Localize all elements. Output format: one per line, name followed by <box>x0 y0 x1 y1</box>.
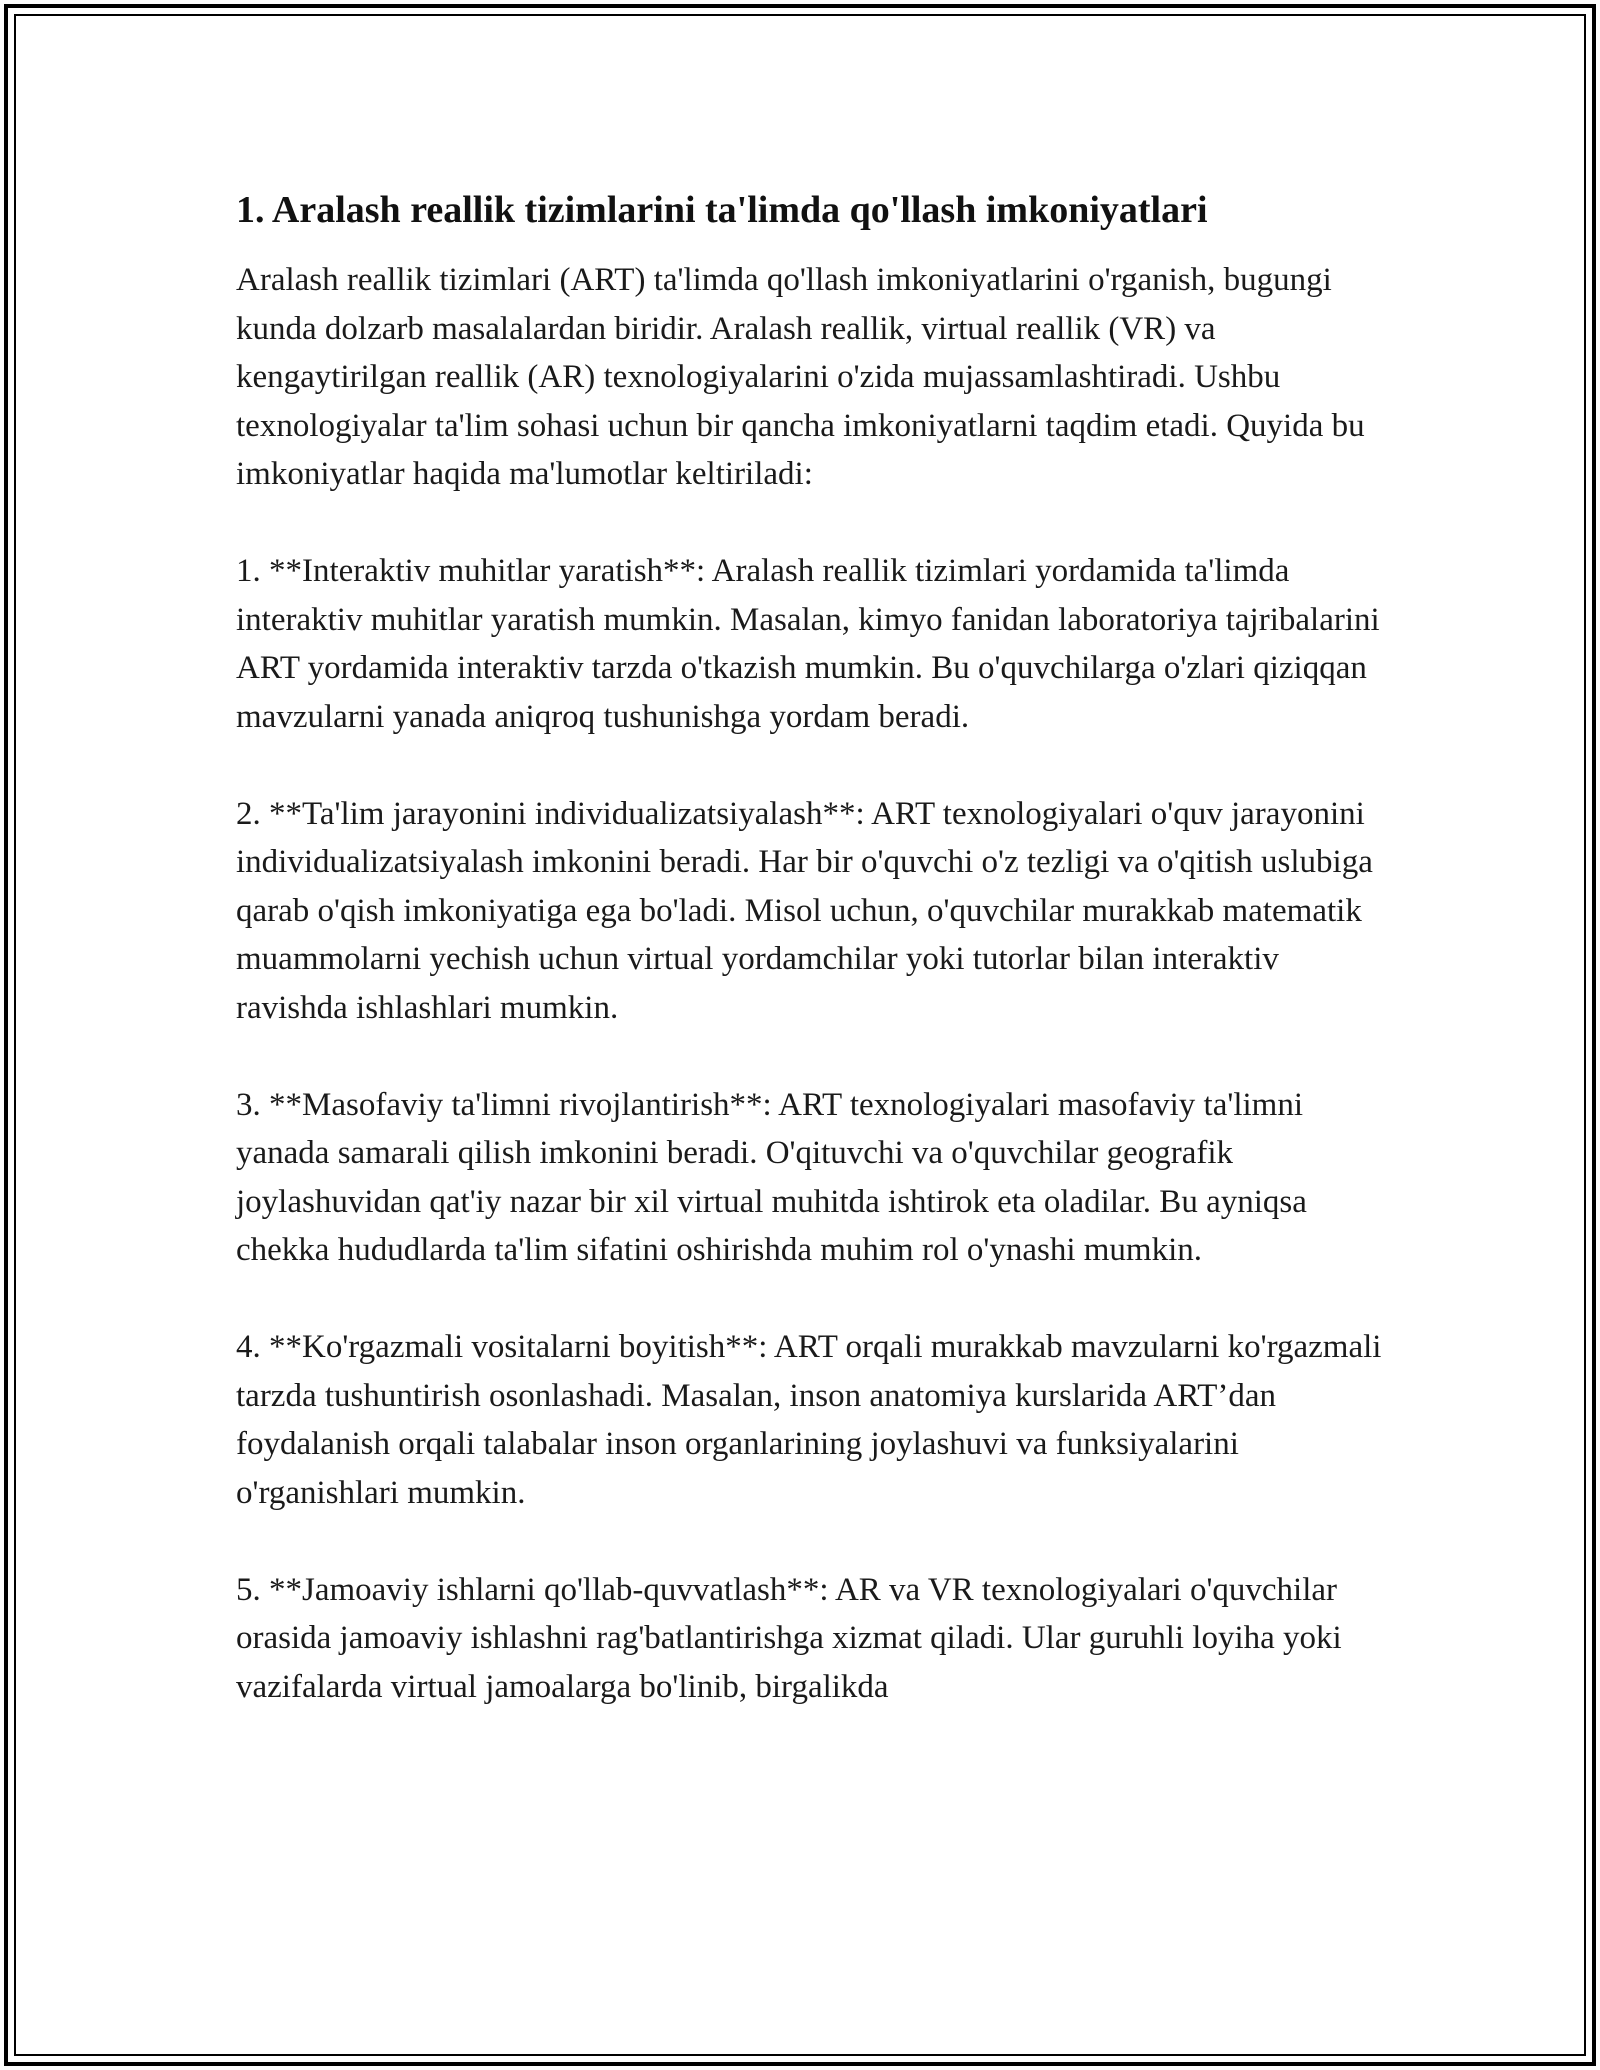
document-body <box>236 186 1386 1711</box>
list-item-paragraph: 2. **Ta'lim jarayonini individualizatsiyalash**: ART texnologiyalari o'quv jarayonini individualizatsiyalash imkonini beradi. Har bir o'quvchi o'z tezligi va o'qitish uslubiga qarab o'qish imkoniyatiga ega bo'ladi. Misol uchun, o'quvchilar murakkab matematik muammolarni yechish uchun virtual yordamchilar yoki tutorlar bilan interaktiv ravishda ishlashlari mumkin. <box>236 795 1373 1026</box>
intro-paragraph: Aralash reallik tizimlari (ART) ta'limda qo'llash imkoniyatlarini o'rganish, bugungi kunda dolzarb masalalardan biridir. Aralash reallik, virtual reallik (VR) va kengaytirilgan reallik (AR) texnologiyalarini o'zida mujassamlashtiradi. Ushbu texnologiyalar ta'lim sohasi uchun bir qancha imkoniyatlarni taqdim etadi. Quyida bu imkoniyatlar haqida ma'lumotlar keltiriladi: <box>236 262 1365 492</box>
list-item-paragraph: 3. **Masofaviy ta'limni rivojlantirish**: ART texnologiyalari masofaviy ta'limni yanada samarali qilish imkonini beradi. O'qituvchi va o'quvchilar geografik joylashuvidan qat'iy nazar bir xil virtual muhitda ishtirok eta oladilar. Bu ayniqsa chekka hududlarda ta'lim sifatini oshirishda muhim rol o'ynashi mumkin. <box>236 1086 1307 1268</box>
document-title: 1. Aralash reallik tizimlarini ta'limda qo'llash imkoniyatlari <box>236 189 1208 231</box>
list-item-paragraph: 1. **Interaktiv muhitlar yaratish**: Aralash reallik tizimlari yordamida ta'limda interaktiv muhitlar yaratish mumkin. Masalan, kimyo fanidan laboratoriya tajribalarini ART yordamida interaktiv tarzda o'tkazish mumkin. Bu o'quvchilarga o'zlari qiziqqan mavzularni yanada aniqroq tushunishga yordam beradi. <box>236 553 1380 735</box>
list-item-paragraph: 5. **Jamoaviy ishlarni qo'llab-quvvatlash**: AR va VR texnologiyalari o'quvchilar orasida jamoaviy ishlashni rag'batlantirishga xizmat qiladi. Ular guruhli loyiha yoki vazifalarda virtual jamoalarga bo'linib, birgalikda <box>236 1571 1342 1705</box>
list-item-paragraph: 4. **Ko'rgazmali vositalarni boyitish**: ART orqali murakkab mavzularni ko'rgazmali tarzda tushuntirish osonlashadi. Masalan, inson anatomiya kurslarida ART’dan foydalanish orqali talabalar inson organlarining joylashuvi va funksiyalarini o'rganishlari mumkin. <box>236 1329 1382 1511</box>
